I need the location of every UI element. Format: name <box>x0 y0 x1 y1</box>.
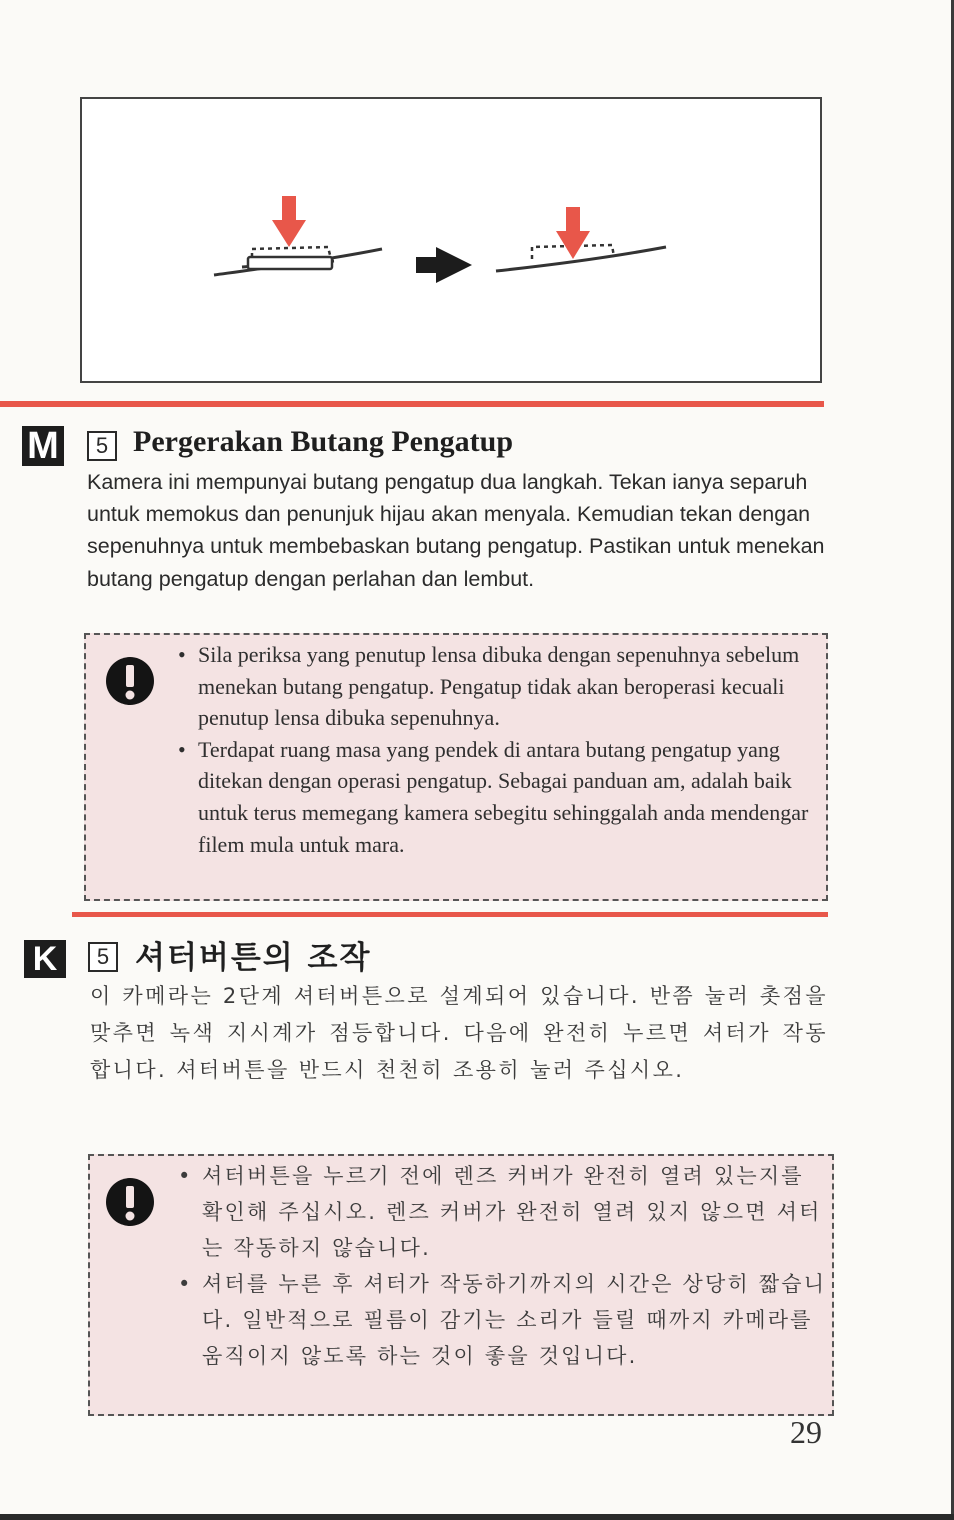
shutter-diagram <box>80 97 822 383</box>
bullet-dot: • <box>178 1164 193 1188</box>
caution-icon <box>104 655 156 707</box>
caution-item <box>178 1266 828 1374</box>
section-body-k: 이 카메라는 2단계 셔터버튼으로 설계되어 있습니다. 반쯤 눌러 촛점을 맞추면 녹색 지시계가 점등합니다. 다음에 완전히 누르면 셔터가 작동합니다. 셔터버튼을 반드시 천천히 조용히 눌러 주십시오. <box>90 984 828 1082</box>
language-badge-m: M <box>22 426 64 466</box>
camera-top-line-right <box>496 247 666 271</box>
caution-item <box>178 734 818 860</box>
caution-list-m <box>178 639 818 860</box>
page-edge-bottom <box>0 1514 954 1520</box>
down-arrow-icon <box>556 207 590 259</box>
caution-list-k <box>178 1158 828 1374</box>
caution-box-m <box>84 633 828 901</box>
caution-item <box>178 639 818 734</box>
caution-box-k <box>88 1154 834 1416</box>
page-number: 29 <box>790 1414 822 1450</box>
section-body-m: Kamera ini mempunyai butang pengatup dua langkah. Tekan ianya separuh untuk memokus dan penunjuk hijau akan menyala. Kemudian tekan dengan sepenuhnya untuk membebaskan butang pengatup. Pastikan untuk menekan butang pengatup dengan perlahan dan lembut. <box>87 470 825 591</box>
caution-text: Terdapat ruang masa yang pendek di antara butang pengatup yang ditekan dengan operasi pengatup. Sebagai panduan am, adalah baik untuk terus memegang kamera sebegitu sehinggalah anda mendengar filem mula untuk mara. <box>198 736 809 857</box>
caution-text: 셔터를 누른 후 셔터가 작동하기까지의 시간은 상당히 짧습니다. 일반적으로 필름이 감기는 소리가 들릴 때까지 카메라를 움직이지 않도록 하는 것이 좋을 것입니다. <box>202 1272 827 1368</box>
section-divider <box>72 912 828 917</box>
right-arrow-icon <box>416 247 472 283</box>
shutter-diagram-drawing <box>82 99 824 385</box>
step-number-m: 5 <box>87 431 117 461</box>
bullet-dot: • <box>178 642 186 667</box>
down-arrow-icon <box>272 196 306 247</box>
caution-icon <box>104 1176 156 1228</box>
section-title-k: 셔터버튼의 조작 <box>135 940 372 976</box>
language-badge-k: K <box>24 940 66 978</box>
bullet-dot: • <box>178 1272 193 1296</box>
section-divider <box>0 401 824 407</box>
shutter-button-pressed <box>248 257 332 269</box>
caution-item <box>178 1158 828 1266</box>
step-number-k: 5 <box>88 942 118 972</box>
caution-text: Sila periksa yang penutup lensa dibuka dengan sepenuhnya sebelum menekan butang pengatup. Pengatup tidak akan beroperasi kecuali penutup lensa dibuka sepenuhnya. <box>198 642 800 731</box>
section-title-m: Pergerakan Butang Pengatup <box>133 425 514 458</box>
caution-text: 셔터버튼을 누르기 전에 렌즈 커버가 완전히 열려 있는지를 확인해 주십시오. 렌즈 커버가 완전히 열려 있지 않으면 셔터는 작동하지 않습니다. <box>202 1164 822 1260</box>
bullet-dot: • <box>178 736 186 762</box>
shutter-button-outline-left <box>252 247 330 257</box>
